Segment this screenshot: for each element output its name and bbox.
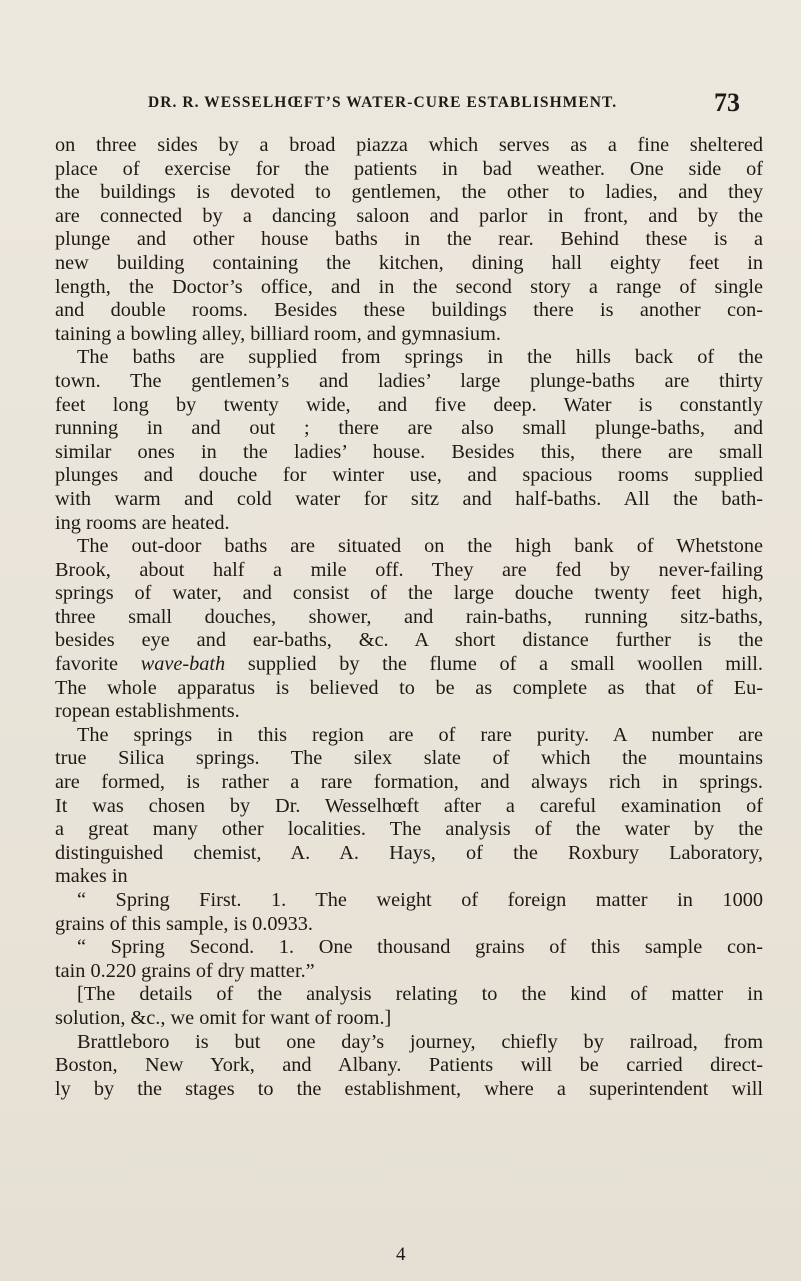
page-number: 73 bbox=[714, 88, 740, 117]
text-line: plunge and other house baths in the rear. Behind these is a bbox=[55, 228, 763, 251]
text-line: ropean establishments. bbox=[55, 700, 240, 723]
text-line: true Silica springs. The silex slate of which the mountains bbox=[55, 747, 763, 770]
text-line: are connected by a dancing saloon and parlor in front, and by the bbox=[55, 204, 763, 227]
text-line: “ Spring Second. 1. One thousand grains of this sample con- bbox=[77, 936, 763, 959]
text-line: tain 0.220 grains of dry matter.” bbox=[55, 959, 315, 982]
text-line: favorite wave-bath supplied by the flume of a small woollen mill. bbox=[55, 653, 763, 676]
text-line: the buildings is devoted to gentlemen, the other to ladies, and they bbox=[55, 181, 763, 204]
text-line: makes in bbox=[55, 865, 128, 888]
text-line: feet long by twenty wide, and five deep. Water is constantly bbox=[55, 393, 763, 416]
text-line: with warm and cold water for sitz and half-baths. All the bath- bbox=[55, 487, 763, 510]
text-line: plunges and douche for winter use, and spacious rooms supplied bbox=[55, 464, 763, 487]
text-line: three small douches, shower, and rain-baths, running sitz-baths, bbox=[55, 605, 763, 628]
text-line: The baths are supplied from springs in the hills back of the bbox=[77, 346, 763, 369]
text-line: ly by the stages to the establishment, where a superintendent will bbox=[55, 1077, 763, 1100]
text-line: The out-door baths are situated on the high bank of Whetstone bbox=[77, 535, 763, 558]
text-line: and double rooms. Besides these buildings there is another con- bbox=[55, 299, 763, 322]
text-line: solution, &c., we omit for want of room.] bbox=[55, 1006, 392, 1029]
text-line: “ Spring First. 1. The weight of foreign matter in 1000 bbox=[77, 889, 763, 911]
page-header bbox=[148, 88, 748, 118]
text-line: Brattleboro is but one day’s journey, chiefly by railroad, from bbox=[77, 1030, 763, 1053]
running-head: DR. R. WESSELHŒFT’S WATER-CURE ESTABLISHMENT. bbox=[148, 94, 618, 111]
text-line: ing rooms are heated. bbox=[55, 511, 230, 534]
text-line: a great many other localities. The analysis of the water by the bbox=[55, 818, 763, 841]
text-line: taining a bowling alley, billiard room, and gymnasium. bbox=[55, 322, 501, 345]
emphasized-term: wave-bath bbox=[140, 653, 226, 676]
text-line: similar ones in the ladies’ house. Besides this, there are small bbox=[55, 440, 763, 463]
text-line: springs of water, and consist of the large douche twenty feet high, bbox=[55, 582, 763, 605]
text-line: The whole apparatus is believed to be as complete as that of Eu- bbox=[55, 676, 763, 699]
text-line: The springs in this region are of rare purity. A number are bbox=[77, 723, 763, 746]
body-text bbox=[55, 134, 763, 1101]
text-line: new building containing the kitchen, dining hall eighty feet in bbox=[55, 251, 763, 274]
text-line: town. The gentlemen’s and ladies’ large plunge-baths are thirty bbox=[55, 369, 763, 392]
text-line: Brook, about half a mile off. They are fed by never-failing bbox=[55, 558, 763, 581]
text-line: length, the Doctor’s office, and in the second story a range of single bbox=[55, 275, 763, 298]
text-line: are formed, is rather a rare formation, and always rich in springs. bbox=[55, 771, 763, 794]
text-line: besides eye and ear-baths, &c. A short distance further is the bbox=[55, 629, 763, 652]
text-line: distinguished chemist, A. A. Hays, of the Roxbury Laboratory, bbox=[55, 841, 763, 864]
text-line: running in and out ; there are also small plunge-baths, and bbox=[55, 417, 763, 440]
text-line: [The details of the analysis relating to the kind of matter in bbox=[77, 983, 763, 1006]
text-line: It was chosen by Dr. Wesselhœft after a careful examination of bbox=[55, 794, 763, 817]
text-line: place of exercise for the patients in bad weather. One side of bbox=[55, 157, 763, 180]
text-line: on three sides by a broad piazza which serves as a fine sheltered bbox=[55, 134, 763, 156]
text-line: Boston, New York, and Albany. Patients will be carried direct- bbox=[55, 1054, 763, 1077]
text-line: grains of this sample, is 0.0933. bbox=[55, 912, 314, 935]
signature-mark: 4 bbox=[396, 1244, 406, 1265]
